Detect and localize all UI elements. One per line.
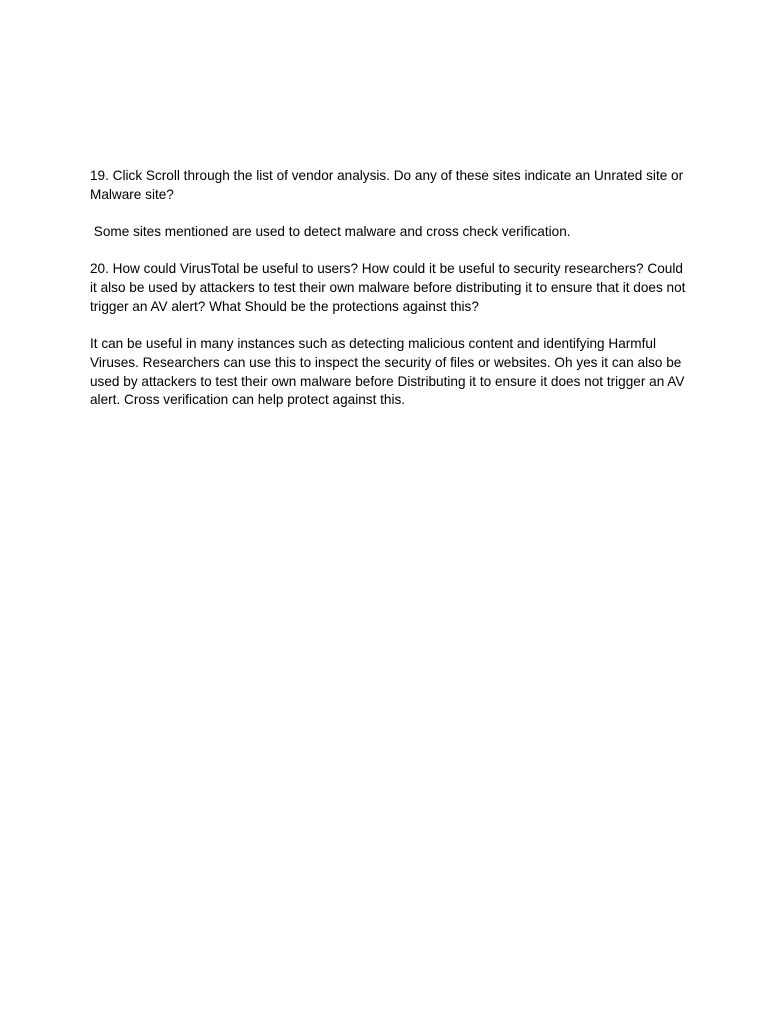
question-20: 20. How could VirusTotal be useful to users? How could it be useful to security researchers? Could it also be used by attackers to test their own malware before distributing it to ensure that it does not trigger an AV alert? What Should be the protections against this? xyxy=(90,261,690,314)
answer-19: Some sites mentioned are used to detect malware and cross check verification. xyxy=(90,224,571,240)
answer-20: It can be useful in many instances such as detecting malicious content and identifying Harmful Viruses. Researchers can use this to inspect the security of files or websites. Oh yes it can also be used by attackers to test their own malware before Distributing it to ensure it does not trigger an AV alert. Cross verification can help protect against this. xyxy=(90,336,689,408)
document-body xyxy=(90,167,690,429)
question-19: 19. Click Scroll through the list of vendor analysis. Do any of these sites indicate an Unrated site or Malware site? xyxy=(90,168,687,202)
